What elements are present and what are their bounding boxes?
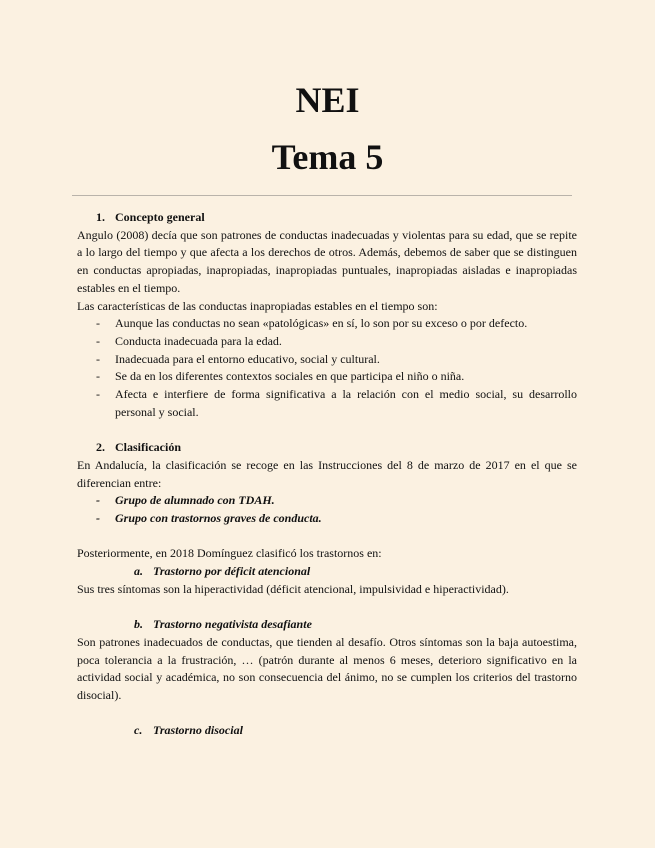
bullet-dash: - <box>96 493 100 508</box>
list-item-text: Grupo con trastornos graves de conducta. <box>115 510 322 525</box>
subheading-text: Trastorno por déficit atencional <box>153 564 311 579</box>
document-title: NEI <box>295 80 360 120</box>
paragraph: Posteriormente, en 2018 Domínguez clasificó los trastornos en: <box>77 546 382 561</box>
dash-list <box>77 315 577 421</box>
bullet-dash: - <box>96 369 100 384</box>
list-item <box>77 386 577 421</box>
bullet-dash: - <box>96 510 100 525</box>
list-item-text: Inadecuada para el entorno educativo, social y cultural. <box>115 351 380 366</box>
section-number: 1. <box>96 210 105 224</box>
dash-list-bold <box>77 492 577 527</box>
paragraph: Sus tres síntomas son la hiperactividad (déficit atencional, impulsividad e hiperactividad). <box>77 581 509 596</box>
bullet-dash: - <box>96 333 100 348</box>
paragraph: Son patrones inadecuados de conductas, que tienden al desafío. Otros síntomas son la baja autoestima, poca tolerancia a la frustración, … (patrón durante al menos 6 meses, deterioro significativo en la actividad social y académica, no son consecuencia del ánimo, no se cumplen los criterios del trastorno disocial). <box>77 634 577 702</box>
spacer <box>77 705 577 723</box>
subheading-a <box>77 563 577 581</box>
bullet-dash: - <box>96 387 100 402</box>
sub-letter: a. <box>134 564 143 579</box>
spacer <box>77 421 577 439</box>
list-item-text: Aunque las conductas no sean «patológicas» en sí, lo son por su exceso o por defecto. <box>115 316 528 331</box>
bullet-dash: - <box>96 351 100 366</box>
subheading-text: Trastorno disocial <box>153 723 243 738</box>
list-item-text: Grupo de alumnado con TDAH. <box>115 493 275 508</box>
paragraph: En Andalucía, la clasificación se recoge en las Instrucciones del 8 de marzo de 2017 en el que se diferencian entre: <box>77 457 577 490</box>
sub-letter: c. <box>134 723 143 738</box>
list-item-text: Conducta inadecuada para la edad. <box>115 333 282 348</box>
sub-letter: b. <box>134 617 143 632</box>
document-subtitle: Tema 5 <box>271 137 384 177</box>
paragraph: Angulo (2008) decía que son patrones de conductas inadecuadas y violentas para su edad, que se repite a lo largo del tiempo y que afecta a los derechos de otros. Además, debemos de saber que se distinguen en conductas apropiadas, inapropiadas, inapropiadas puntuales, inapropiadas aisladas e inapropiadas estables en el tiempo. <box>77 227 577 295</box>
subheading-text: Trastorno negativista desafiante <box>153 617 312 632</box>
spacer <box>77 598 577 616</box>
list-item <box>77 368 577 386</box>
section-heading-concepto <box>77 209 577 227</box>
list-item-text: Afecta e interfiere de forma significativa a la relación con el medio social, su desarrollo personal y social. <box>115 387 577 419</box>
section-number: 2. <box>96 440 105 455</box>
list-item <box>77 333 577 351</box>
horizontal-divider <box>72 195 572 196</box>
section-heading-text: Clasificación <box>115 440 181 455</box>
list-item <box>77 510 577 528</box>
section-heading-clasificacion <box>77 439 577 457</box>
section-heading-text: Concepto general <box>115 210 205 224</box>
list-item-text: Se da en los diferentes contextos sociales en que participa el niño o niña. <box>115 369 465 384</box>
subheading-b <box>77 616 577 634</box>
subheading-c <box>77 722 577 740</box>
spacer <box>77 528 577 546</box>
paragraph: Las características de las conductas inapropiadas estables en el tiempo son: <box>77 298 438 313</box>
list-item <box>77 315 577 333</box>
document-body <box>77 209 577 740</box>
bullet-dash: - <box>96 316 100 331</box>
list-item <box>77 351 577 369</box>
list-item <box>77 492 577 510</box>
